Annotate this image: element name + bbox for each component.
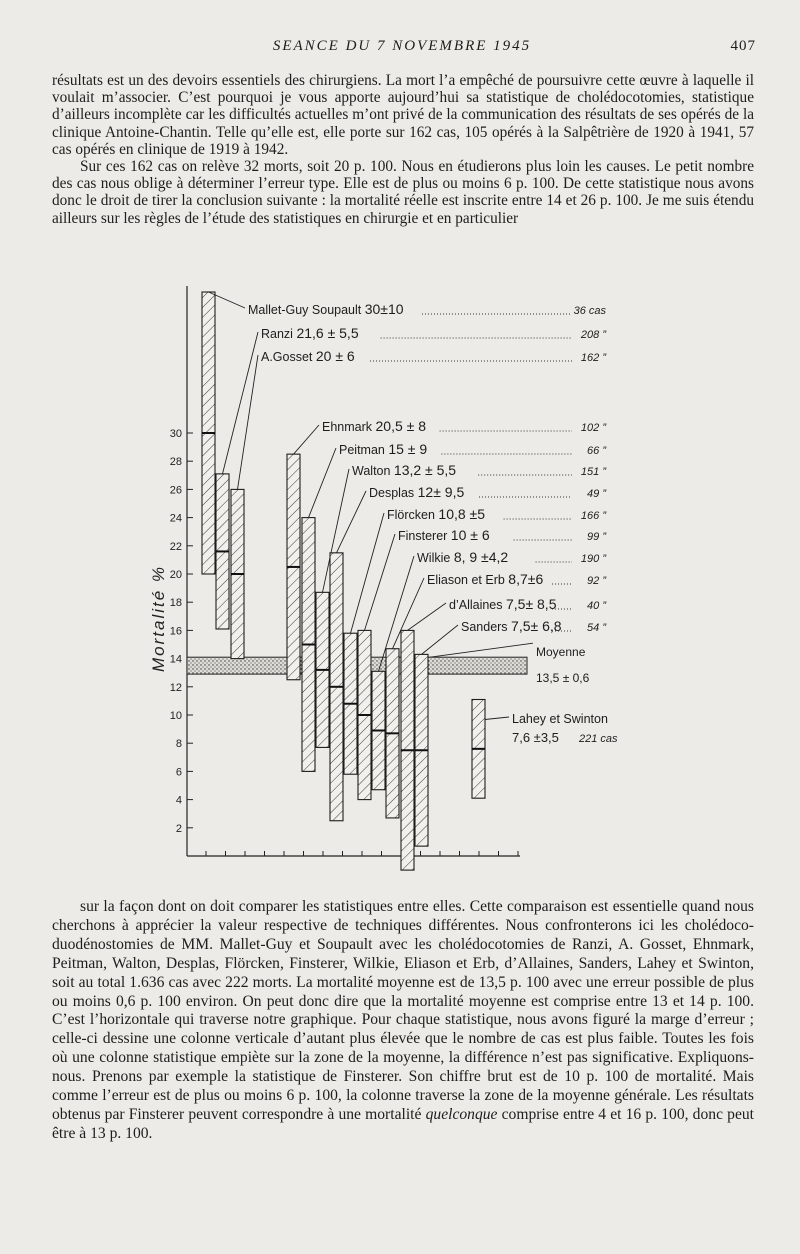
y-tick-label: 30 — [169, 428, 182, 440]
series-cases: 36 cas — [573, 305, 606, 317]
series-value: 15 ± 9 — [388, 441, 428, 457]
leader-line — [485, 717, 509, 719]
series-value: 20 ± 6 — [315, 348, 355, 364]
series-name: Lahey et Swinton — [512, 712, 608, 726]
series-label — [398, 527, 490, 543]
mortality-chart — [0, 272, 800, 892]
y-tick-label: 2 — [175, 822, 182, 835]
y-tick-label: 6 — [175, 766, 182, 779]
series-name: Sanders — [461, 620, 512, 634]
leader-line — [351, 513, 385, 633]
series-name: A.Gosset — [261, 350, 316, 364]
series-name: Finsterer — [398, 529, 451, 543]
series-cases: 166 ” — [580, 510, 606, 522]
series-name: Walton — [352, 464, 394, 478]
y-tick-label: 10 — [169, 710, 182, 722]
top-text-block — [52, 72, 754, 227]
series-label — [417, 549, 508, 565]
paragraph-3-text: sur la façon dont on doit comparer les statistiques entre elles. Cette comparaison est essentielle quand nous cherchons à apprécier la valeur respective de techniques différentes. Nous confronterons ici les cholédoco-duodénostomies de MM. Mallet-Guy et Soupault avec les cholédocotomies de Ranzi, A. Gosset, Ehnmark, Peitman, Walton, Desplas, Flörcken, Finsterer, Wilkie, Eliason et Erb, d’Allaines, Sanders, Lahey et Swinton, soit au total 1.636 cas avec 222 morts. La mortalité moyenne est de 13,5 p. 100 avec une erreur possible de plus ou moins 0,6 p. 100 environ. On peut donc dire que la mortalité moyenne est comprise entre 13 et 14 p. 100. C’est l’horizontale qui traverse notre graphique. Pour chaque statistique, nous avons figuré la marge d’erreur ; celle-ci dessine une colonne verticale d’autant plus élevée que le nombre de cas est plus faible. Toutes les fois où une colonne statistique empiète sur la zone de la moyenne, la différence n’est pas significative. Expliquons-nous. Prenons par exemple la statistique de Finsterer. Son chiffre brut est de 10 p. 100 de mortalité. Mais comme l’erreur est de plus ou moins 6 p. 100, la colonne traverse la zone de la moyenne générale. Les résultats obtenus par Finsterer peuvent correspondre à une mortalité — [52, 898, 754, 1123]
y-tick-label: 16 — [169, 625, 182, 638]
leader-line — [309, 448, 337, 518]
y-tick-label: 4 — [175, 794, 182, 807]
paragraph-1: résultats est un des devoirs essentiels des chirurgiens. La mort l’a empêché de poursuivre cette œuvre à laquelle il voulait m’associer. C’est pourquoi je vous apporte aujourd’hui sa statistique de cholédocotomies, statistique d’ailleurs incomplète car les difficultés actuelles m’ont privé de la communication des résultats de ses opérés de la clinique Antoine-Chantin. Telle qu’elle est, elle porte sur 162 cas, 105 opérés à la Salpêtrière de 1920 à 1941, 57 cas opérés en clinique de 1919 à 1942. — [52, 72, 754, 158]
series-name: Mallet-Guy Soupault — [248, 303, 365, 317]
series-value: 13,2 ± 5,5 — [393, 462, 457, 478]
series-cases: 99 ” — [587, 531, 606, 543]
bottom-text-block — [52, 898, 754, 1144]
series-name: Wilkie — [417, 551, 454, 565]
y-tick-label: 20 — [169, 569, 182, 581]
series-cases: 162 ” — [580, 352, 606, 364]
series-value: 12± 9,5 — [417, 484, 465, 500]
paragraph-3-end: comprise entre 4 et 16 p. 100, donc peut être à 13 p. 100. — [52, 1105, 754, 1142]
series-value: 30±10 — [364, 301, 404, 317]
running-title: SEANCE DU 7 NOVEMBRE 1945 — [272, 38, 532, 54]
series-label — [427, 571, 543, 587]
series-cases: 40 ” — [587, 600, 606, 612]
series-cases: 208 ” — [580, 329, 606, 341]
series-label — [369, 484, 464, 500]
series-label — [248, 301, 404, 317]
series-value: 21,6 ± 5,5 — [296, 325, 359, 341]
series-cases: 66 ” — [587, 445, 606, 457]
page-number: 407 — [730, 38, 756, 54]
series-value: 7,5± 6,8 — [511, 618, 562, 634]
average-label: Moyenne — [536, 645, 586, 660]
series-name: Desplas — [369, 486, 418, 500]
leader-line — [408, 603, 447, 630]
y-tick-label: 18 — [169, 597, 182, 610]
leader-line — [422, 625, 459, 654]
y-axis-label: Mortalité % — [149, 564, 168, 672]
y-tick-label: 22 — [169, 540, 182, 553]
y-tick-label: 12 — [169, 681, 182, 694]
page-header — [52, 38, 756, 60]
series-label — [339, 441, 427, 457]
series-label — [352, 462, 456, 478]
series-label — [261, 325, 359, 341]
series-name: Eliason et Erb — [427, 573, 509, 587]
leader-line — [238, 355, 259, 489]
series-name: Ehnmark — [322, 420, 376, 434]
series-value: 8,7±6 — [508, 571, 544, 587]
average-leader — [430, 643, 533, 657]
series-cases: 190 ” — [580, 553, 606, 565]
series-label — [449, 596, 557, 612]
series-value: 20,5 ± 8 — [375, 418, 426, 434]
leader-line — [294, 425, 320, 454]
series-cases: 151 ” — [580, 466, 606, 478]
series-value: 7,5± 8,5 — [505, 596, 557, 612]
series-value: 10 ± 6 — [450, 527, 490, 543]
series-label — [261, 348, 355, 364]
leader-line — [337, 491, 367, 553]
y-tick-label: 8 — [175, 738, 182, 751]
series-value: 7,6 ±3,5 — [512, 730, 559, 745]
series-label — [322, 418, 426, 434]
series-label — [461, 618, 562, 634]
leader-line — [365, 534, 396, 630]
y-tick-label: 26 — [169, 484, 182, 497]
series-cases: 54 ” — [587, 622, 606, 634]
series-label — [512, 712, 608, 726]
series-name: Flörcken — [387, 508, 439, 522]
series-label — [387, 506, 485, 522]
series-cases: 92 ” — [587, 575, 606, 587]
series-value: 10,8 ±5 — [438, 506, 486, 522]
y-tick-label: 28 — [169, 456, 182, 469]
series-value: 8, 9 ±4,2 — [453, 549, 509, 565]
series-cases: 221 cas — [579, 733, 618, 745]
y-tick-label: 24 — [169, 512, 182, 525]
series-name: Peitman — [339, 443, 389, 457]
leader-line — [223, 332, 259, 474]
series-cases: 49 ” — [587, 488, 606, 500]
average-value: 13,5 ± 0,6 — [536, 671, 590, 686]
italic-word: quelconque — [425, 1105, 498, 1123]
series-name: Ranzi — [261, 327, 297, 341]
paragraph-2: Sur ces 162 cas on relève 32 morts, soit 20 p. 100. Nous en étudierons plus loin les causes. Le petit nombre des cas nous oblige à déterminer l’erreur type. Elle est de plus ou moins 6 p. 100. De cette statistique nous avons donc le droit de tirer la conclusion suivante : la mortalité réelle est inscrite entre 14 et 26 p. 100. Je me suis étendu ailleurs sur les règles de l’étude des statistiques en chirurgie et en particulier — [52, 158, 754, 227]
paragraph-3 — [52, 898, 754, 1144]
series-cases: 102 ” — [580, 422, 606, 434]
y-tick-label: 14 — [169, 653, 182, 666]
series-name: d’Allaines — [449, 598, 506, 612]
